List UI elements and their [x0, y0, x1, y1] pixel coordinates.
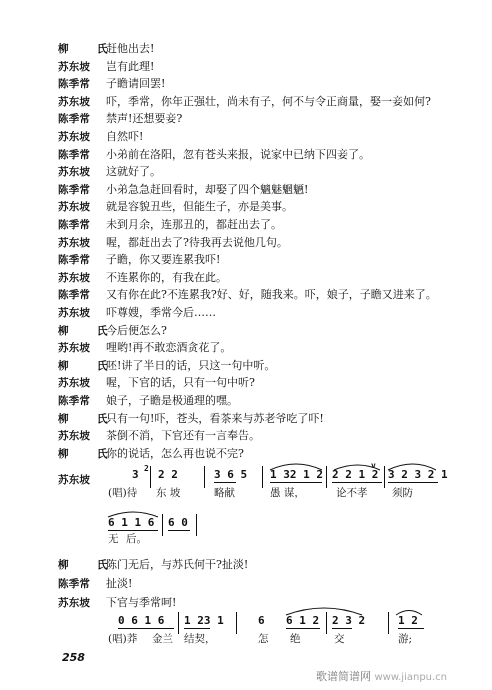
- dialogue-text: 娘子，子瞻是极通理的嘿。: [106, 394, 238, 407]
- dialogue-text: 又有你在此?不连累我?好、好，随我来。吓，娘子，子瞻又进来了。: [106, 288, 437, 302]
- dialogue-text: 未到月余，连那丑的，都赶出去了。: [106, 218, 282, 231]
- dialogue-text: 自然吓!: [106, 130, 144, 143]
- music-score-1: [0, 461, 492, 545]
- lyric: 须防: [392, 487, 413, 499]
- dialogue-text: 今后便怎么?: [106, 323, 167, 337]
- dialogue-line: [0, 357, 492, 375]
- lyric: 金兰: [152, 633, 173, 645]
- speaker-label: 柳 氏: [58, 359, 117, 372]
- speaker-label: 苏东坡: [58, 307, 91, 319]
- speaker-label: 苏东坡: [58, 201, 91, 214]
- dialogue-line: [0, 575, 492, 593]
- dialogue-line: [0, 286, 492, 304]
- bar-line: [262, 466, 263, 488]
- watermark-text: 歌谱简谱网: [316, 670, 371, 683]
- bar-line: [236, 612, 237, 634]
- speaker-label: 苏东坡: [58, 166, 91, 179]
- dialogue-text: 岂有此理!: [106, 59, 155, 73]
- dialogue-text: 小弟前在洛阳，忽有苍头来报，说家中已纳下四妾了。: [106, 147, 370, 161]
- dialogue-line: [0, 198, 492, 216]
- slur-mark: [284, 603, 424, 617]
- lyric: 论不孝: [336, 487, 368, 499]
- underline-beat: [388, 482, 438, 483]
- dialogue-line: [0, 322, 492, 340]
- dialogue-line: [0, 75, 492, 93]
- speaker-label: 陈季常: [58, 113, 91, 126]
- lyric: 游;: [398, 633, 413, 645]
- dialogue-text: 小弟急急赶回看时，却娶了四个魑魅魍魉!: [106, 182, 309, 196]
- bar-line: [162, 514, 163, 536]
- score-note: 1 23 1: [184, 614, 224, 627]
- speaker-label: 陈季常: [58, 219, 91, 231]
- watermark-url: www.jianpu.cn: [374, 672, 448, 683]
- speaker-label: 苏东坡: [58, 60, 91, 73]
- score-note: 2 3 2: [332, 614, 366, 627]
- underline-beat: [184, 628, 210, 629]
- score-note: 1 32 1 2: [270, 468, 323, 481]
- dialogue-text: 陈门无后，与苏氏何干?扯淡!: [106, 558, 249, 571]
- score-note: 1 2: [398, 614, 418, 627]
- music-score-2: [0, 614, 492, 654]
- speaker-label: 苏东坡: [58, 131, 91, 143]
- speaker-label: 柳 氏: [58, 43, 117, 55]
- speaker-label: 苏东坡: [58, 377, 91, 390]
- lyric: (唱)待: [108, 487, 138, 499]
- underline-beat: [168, 530, 190, 531]
- lyric: 后。: [126, 533, 147, 545]
- dialogue-line: [0, 392, 492, 410]
- score-note: 6: [258, 614, 265, 627]
- dialogue-line: [0, 556, 492, 574]
- speaker-label: 陈季常: [58, 254, 91, 267]
- underline-beat: [118, 628, 174, 629]
- dialogue-text: 哩哟!再不敢恋酒贪花了。: [106, 341, 232, 355]
- score-note: 6 0: [168, 516, 188, 529]
- lyric: 怎: [258, 633, 269, 645]
- dialogue-line: [0, 374, 492, 392]
- dialogue-line: [0, 93, 492, 111]
- bar-line: [196, 514, 197, 536]
- speaker-label: 陈季常: [58, 78, 91, 91]
- speaker-label: 陈季常: [58, 183, 91, 196]
- lyric: (唱)莽: [108, 633, 138, 645]
- page-number: 258: [62, 651, 85, 664]
- dialogue-text: 只有一句!吓，苍头，看茶来与苏老爷吃了吓!: [106, 411, 324, 425]
- lyric: 交: [334, 633, 345, 645]
- dialogue-text: 禁声!还想要妾?: [106, 112, 183, 126]
- breath-mark: v: [371, 461, 376, 470]
- dialogue-line: [0, 128, 492, 146]
- speaker-label: 苏东坡: [58, 236, 91, 249]
- dialogue-text: 这就好了。: [106, 165, 161, 179]
- dialogue-line: [0, 234, 492, 252]
- dialogue-text: 就是容貌丑些，但能生子，亦是美事。: [106, 200, 293, 214]
- dialogue-line: [0, 427, 492, 445]
- speaker-label: 苏东坡: [58, 95, 91, 108]
- speaker-label: 陈季常: [58, 148, 91, 161]
- underline-beat: [332, 482, 382, 483]
- watermark: [316, 668, 447, 684]
- underline-beat: [108, 530, 158, 531]
- dialogue-line: [0, 251, 492, 269]
- score-note: 2 2: [158, 468, 178, 481]
- dialogue-text: 吓，季常，你年正强壮，尚未有子，何不与令正商量，娶一妾如何?: [106, 94, 431, 108]
- speaker-label: 陈季常: [58, 395, 91, 407]
- score-note: 3 6 5: [214, 468, 248, 481]
- score-note: 6 1 2: [286, 614, 320, 627]
- bar-line: [204, 466, 205, 488]
- dialogue-text: 吓尊嫂，季常今后……: [106, 306, 216, 319]
- grace-note: 2: [144, 464, 149, 473]
- speaker-label: 苏东坡: [58, 342, 91, 355]
- speaker-label: 陈季常: [58, 289, 91, 302]
- speaker-label: 苏东坡: [58, 474, 91, 486]
- dialogue-text: 喔，下官的话，只有一句中听?: [106, 376, 255, 390]
- dialogue-line: [0, 163, 492, 181]
- speaker-label: 苏东坡: [58, 430, 91, 443]
- dialogue-text: 下官与季常呵!: [106, 596, 177, 609]
- dialogue-text: 呸!讲了半日的话，只这一句中听。: [106, 358, 276, 372]
- dialogue-line: [0, 339, 492, 357]
- dialogue-text: 赶他出去!: [106, 42, 155, 55]
- speaker-label: 苏东坡: [58, 597, 91, 609]
- underline-beat: [214, 482, 236, 483]
- speaker-label: 柳 氏: [58, 412, 117, 425]
- lyric: 无: [108, 533, 119, 545]
- score-note: 2 2 1 2: [332, 468, 379, 481]
- dialogue-text: 你的说话，怎么再也说不完?: [106, 446, 244, 460]
- dialogue-text: 子瞻请回罢!: [106, 77, 166, 91]
- score-note: 0 6 1 6: [118, 614, 165, 627]
- dialogue-line: [0, 216, 492, 234]
- dialogue-line: [0, 40, 492, 58]
- underline-beat: [332, 628, 352, 629]
- dialogue-line: [0, 110, 492, 128]
- dialogue-line: [0, 181, 492, 199]
- lyric: 结契，: [184, 633, 216, 645]
- dialogue-text: 子瞻，你又要连累我吓!: [106, 253, 221, 267]
- slur-mark: [106, 507, 162, 519]
- underline-beat: [286, 628, 320, 629]
- dialogue-text: 喔，都赶出去了?待我再去说他几句。: [106, 235, 288, 249]
- bar-line: [178, 612, 179, 634]
- score-note: 6 1 1 6: [108, 516, 155, 529]
- lyric: 略献: [214, 487, 235, 499]
- bar-line: [150, 466, 151, 488]
- lyric: 愚 谋，: [270, 487, 305, 499]
- speaker-label: 陈季常: [58, 578, 91, 590]
- score-note: 3: [132, 468, 139, 481]
- dialogue-line: [0, 269, 492, 287]
- underline-beat: [398, 628, 424, 629]
- dialogue-text: 茶倒不消，下官还有一言奉告。: [106, 429, 260, 443]
- speaker-label: 苏东坡: [58, 271, 91, 284]
- speaker-label: 柳 氏: [58, 324, 117, 337]
- dialogue-line: [0, 58, 492, 76]
- dialogue-text: 扯淡!: [106, 577, 133, 590]
- slur-mark: [268, 458, 438, 472]
- speaker-label: 柳 氏: [58, 447, 117, 460]
- score-note: 3 2 3 2 1: [388, 468, 448, 481]
- dialogue-line: [0, 410, 492, 428]
- lyric: 东 坡: [156, 487, 181, 499]
- dialogue-line: [0, 146, 492, 164]
- lyric: 绝: [290, 633, 301, 645]
- dialogue-text: 不连累你的，有我在此。: [106, 270, 227, 284]
- dialogue-line: [0, 304, 492, 322]
- underline-beat: [270, 482, 322, 483]
- speaker-label: 柳 氏: [58, 559, 117, 571]
